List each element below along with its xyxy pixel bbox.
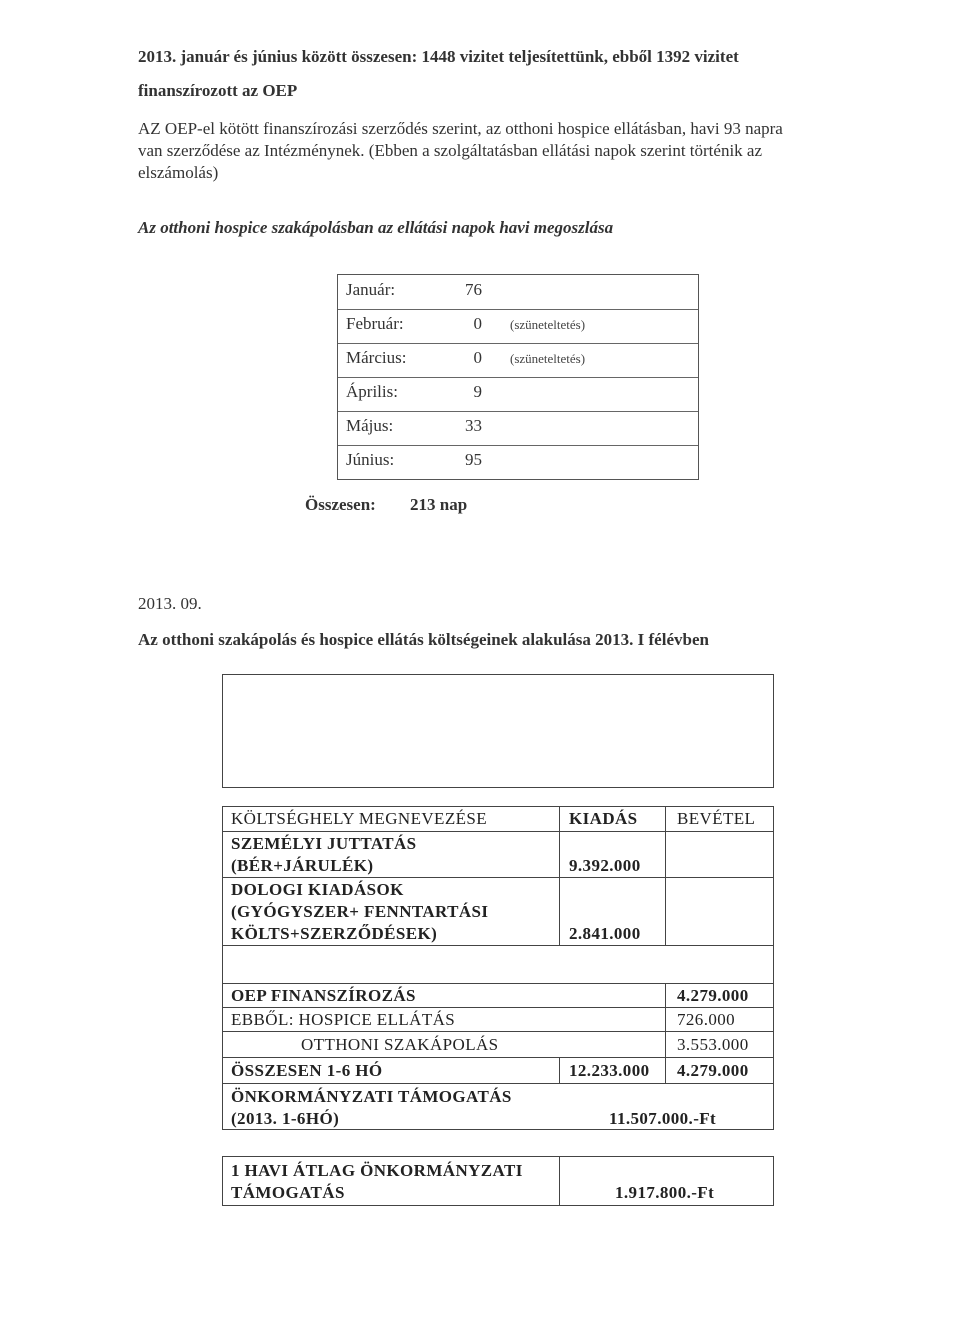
month-label: Április: bbox=[346, 382, 398, 401]
month-days: 9 bbox=[473, 382, 482, 401]
document-date: 2013. 09. bbox=[138, 594, 202, 613]
header-expense: KIADÁS bbox=[569, 809, 638, 828]
table-row bbox=[338, 275, 698, 310]
intro-line-4: van szerződése az Intézménynek. (Ebben a szolgáltatásban ellátási napok szerint történik az bbox=[138, 141, 763, 160]
table-row bbox=[338, 343, 698, 378]
monthly-average-box bbox=[222, 1156, 774, 1206]
oep-label: OEP FINANSZÍROZÁS bbox=[231, 986, 416, 1005]
row-divider bbox=[223, 1031, 773, 1032]
row-divider bbox=[223, 877, 773, 878]
monthly-avg-value: 1.917.800.-Ft bbox=[615, 1183, 715, 1202]
material-line-1: DOLOGI KIADÁSOK bbox=[231, 880, 404, 899]
material-expense: 2.841.000 bbox=[569, 924, 641, 943]
month-note: (szüneteltetés) bbox=[510, 317, 586, 332]
column-divider bbox=[665, 983, 666, 1083]
intro-line-2: finanszírozott az OEP bbox=[138, 81, 298, 100]
intro-line-1: 2013. január és június között összesen: 1448 vizitet teljesítettünk, ebből 1392 vizitet bbox=[138, 47, 739, 66]
monthly-avg-line-2: TÁMOGATÁS bbox=[231, 1183, 345, 1202]
month-label: Június: bbox=[346, 450, 395, 469]
municipal-line-2: (2013. 1-6HÓ) bbox=[231, 1109, 340, 1128]
month-label: Február: bbox=[346, 314, 404, 333]
material-line-3: KÖLTS+SZERZŐDÉSEK) bbox=[231, 924, 438, 943]
row-divider bbox=[223, 1057, 773, 1058]
row-divider bbox=[223, 1083, 773, 1084]
month-days: 76 bbox=[465, 280, 482, 299]
total-days-label: Összesen: bbox=[305, 495, 376, 514]
hospice-label: EBBŐL: HOSPICE ELLÁTÁS bbox=[231, 1010, 456, 1029]
total-income: 4.279.000 bbox=[677, 1061, 749, 1080]
oep-income: 4.279.000 bbox=[677, 986, 749, 1005]
month-label: Május: bbox=[346, 416, 394, 435]
intro-line-3: AZ OEP-el kötött finanszírozási szerződés szerint, az otthoni hospice ellátásban, havi 93 napra bbox=[138, 119, 783, 138]
column-divider bbox=[559, 807, 560, 945]
row-divider bbox=[223, 831, 773, 832]
municipal-line-1: ÖNKORMÁNYZATI TÁMOGATÁS bbox=[231, 1087, 512, 1106]
row-divider bbox=[223, 983, 773, 984]
month-days: 95 bbox=[465, 450, 482, 469]
material-line-2: (GYÓGYSZER+ FENNTARTÁSI bbox=[231, 902, 489, 921]
month-label: Március: bbox=[346, 348, 407, 367]
costs-section-title: Az otthoni szakápolás és hospice ellátás költségeinek alakulása 2013. I félévben bbox=[138, 630, 709, 649]
monthly-days-table bbox=[337, 274, 699, 480]
table-row bbox=[338, 445, 698, 479]
personal-line-1: SZEMÉLYI JUTTATÁS bbox=[231, 834, 417, 853]
municipal-value: 11.507.000.-Ft bbox=[609, 1109, 717, 1128]
table-row bbox=[338, 309, 698, 344]
home-care-income: 3.553.000 bbox=[677, 1035, 749, 1054]
personal-expense: 9.392.000 bbox=[569, 856, 641, 875]
table-row bbox=[338, 411, 698, 446]
table-row bbox=[338, 377, 698, 412]
cost-table bbox=[222, 806, 774, 1130]
total-label: ÖSSZESEN 1-6 HÓ bbox=[231, 1061, 383, 1080]
month-days: 0 bbox=[473, 314, 482, 333]
column-divider bbox=[665, 807, 666, 945]
header-name: KÖLTSÉGHELY MEGNEVEZÉSE bbox=[231, 809, 488, 828]
row-divider bbox=[223, 1007, 773, 1008]
total-expense: 12.233.000 bbox=[569, 1061, 650, 1080]
hospice-income: 726.000 bbox=[677, 1010, 736, 1029]
personal-line-2: (BÉR+JÁRULÉK) bbox=[231, 856, 374, 875]
row-divider bbox=[223, 945, 773, 946]
header-income: BEVÉTEL bbox=[677, 809, 756, 828]
month-note: (szüneteltetés) bbox=[510, 351, 586, 366]
empty-header-box bbox=[222, 674, 774, 788]
month-days: 0 bbox=[473, 348, 482, 367]
months-section-title: Az otthoni hospice szakápolásban az ellátási napok havi megoszlása bbox=[138, 218, 614, 237]
month-days: 33 bbox=[465, 416, 482, 435]
intro-line-5: elszámolás) bbox=[138, 163, 219, 182]
column-divider bbox=[559, 1057, 560, 1083]
column-divider bbox=[559, 1157, 560, 1205]
home-care-label: OTTHONI SZAKÁPOLÁS bbox=[301, 1035, 499, 1054]
monthly-avg-line-1: 1 HAVI ÁTLAG ÖNKORMÁNYZATI bbox=[231, 1161, 523, 1180]
total-days-value: 213 nap bbox=[410, 495, 468, 514]
month-label: Január: bbox=[346, 280, 396, 299]
